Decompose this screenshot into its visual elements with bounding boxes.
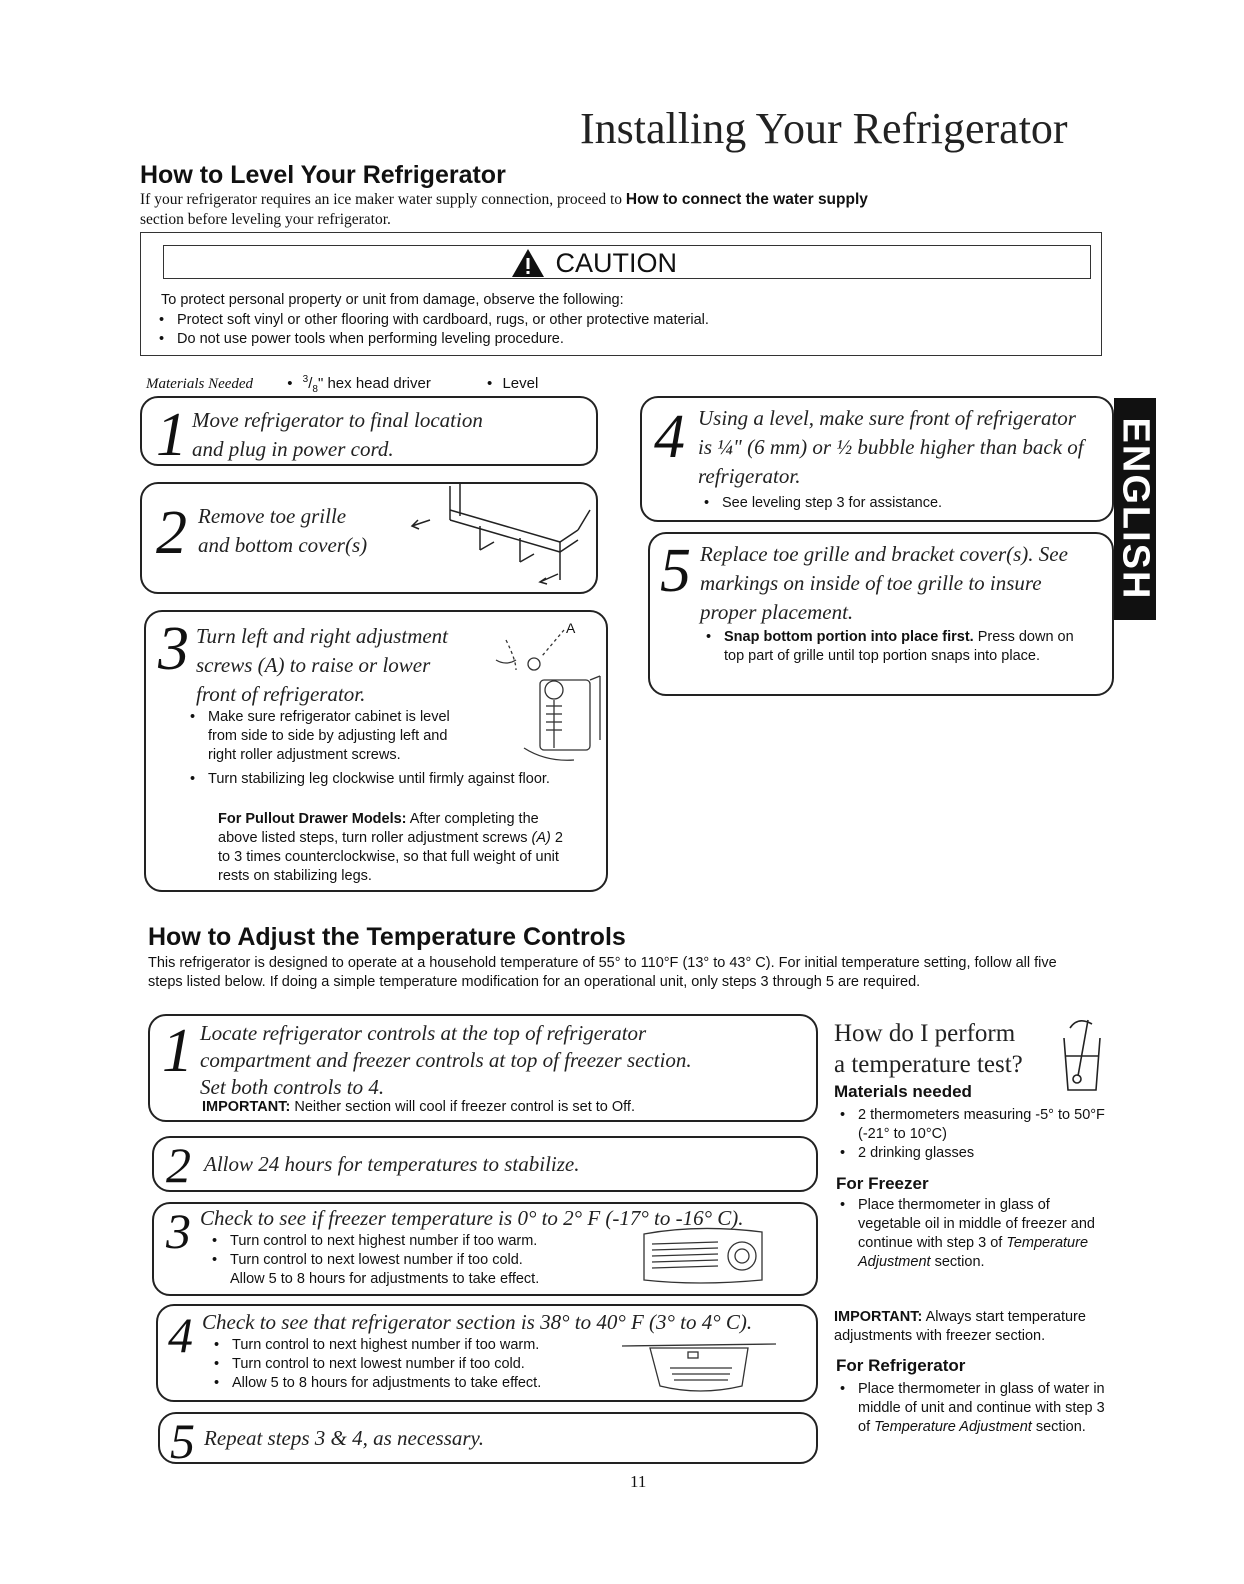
caution-title [511, 247, 677, 279]
step-number: 4 [654, 403, 685, 471]
sidebar-freezer-heading: For Freezer [836, 1174, 929, 1193]
level-step-2 [140, 482, 598, 594]
temp-step-4 [156, 1304, 818, 1402]
language-tab [1114, 398, 1156, 620]
refrigerator-control-illustration [620, 1330, 780, 1396]
step-heading: Remove toe grille and bottom cover(s) [198, 504, 368, 557]
sidebar-title: How do I perform a temperature test? [834, 1020, 1023, 1078]
step-heading: Check to see if freezer temperature is 0° to 2° F (-17° to -16° C). [200, 1206, 744, 1230]
step-number: 1 [156, 401, 187, 469]
step-heading: Turn left and right adjustment screws (A) to raise or lower front of refrigerator. [196, 624, 449, 706]
list-item: • Place thermometer in glass of water in middle of unit and continue with step 3 of Temperature Adjustment section. [836, 1380, 1106, 1437]
caution-label: CAUTION [555, 248, 677, 278]
adjustment-screw-illustration [476, 620, 606, 790]
step-number: 2 [166, 1137, 191, 1193]
step-heading: Move refrigerator to final location and plug in power cord. [192, 408, 483, 461]
temp-step-1 [148, 1014, 818, 1122]
warning-icon [511, 247, 545, 279]
step-3-list [186, 708, 476, 765]
intro-link-water-supply: How to connect the water supply [625, 191, 868, 208]
thermometer-glass-icon [1058, 1016, 1104, 1096]
temp-step-2 [152, 1136, 818, 1192]
level-heading: How to Level Your Refrigerator [140, 161, 506, 189]
step-number: 5 [660, 537, 691, 605]
sidebar-important: IMPORTANT: Always start temperature adjustments with freezer section. [834, 1309, 1086, 1344]
step-number: 2 [156, 499, 187, 567]
step-number: 3 [166, 1203, 191, 1259]
level-intro [140, 190, 1080, 230]
step-heading: Allow 24 hours for temperatures to stabilize. [204, 1152, 580, 1176]
level-step-1 [140, 396, 598, 469]
list-item: • 2 thermometers measuring -5° to 50°F (-21° to 10°C) [836, 1106, 1106, 1144]
step-heading: Locate refrigerator controls at the top of refrigerator compartment and freezer controls at top of freezer section. Set both controls to 4. [200, 1021, 692, 1099]
intro-text-b: section before leveling your refrigerator. [140, 211, 391, 228]
list-item: • 2 drinking glasses [836, 1144, 1106, 1163]
materials-item-level: Level [502, 375, 539, 392]
sidebar-materials-list [836, 1106, 1106, 1163]
label-a: A [566, 620, 576, 636]
level-step-3 [144, 610, 608, 892]
step-bullet: • Turn control to next highest number if too warm. [210, 1336, 610, 1355]
page-title: Installing Your Refrigerator [580, 104, 1068, 153]
step-bullet: • Turn control to next highest number if too warm. [208, 1232, 608, 1251]
sidebar-fridge-list [836, 1380, 1106, 1437]
step-bullet: • Make sure refrigerator cabinet is level from side to side by adjusting left and right roller adjustment screws. [186, 708, 476, 765]
caution-item: • Do not use power tools when performing leveling procedure. [155, 330, 1075, 349]
step-heading: Replace toe grille and bracket cover(s). See markings on inside of toe grille to insure proper placement. [700, 542, 1068, 624]
step-number: 4 [168, 1307, 193, 1363]
step-bullet: • Turn control to next lowest number if too cold. [210, 1355, 610, 1374]
toe-grille-illustration [410, 480, 600, 590]
materials-item-driver: $^3/_8$" hex head driver [302, 374, 431, 395]
step-4-list [700, 494, 1080, 513]
step-bullet: • See leveling step 3 for assistance. [700, 494, 1080, 513]
temperature-heading: How to Adjust the Temperature Controls [148, 923, 626, 951]
step-3-list-2 [186, 770, 596, 789]
level-step-5 [648, 532, 1114, 696]
step-bullet: • Turn stabilizing leg clockwise until firmly against floor. [186, 770, 596, 789]
caution-box [140, 232, 1102, 356]
caution-lead: To protect personal property or unit from damage, observe the following: [161, 292, 624, 308]
level-step-4 [640, 396, 1114, 522]
step-3-temp-list [208, 1232, 608, 1270]
language-tab-label: ENGLISH [1114, 417, 1157, 601]
step-5-list [702, 628, 1094, 666]
temp-step-3 [152, 1202, 818, 1296]
materials-row: Materials Needed • $^3/_8$" hex head driver • Level [146, 374, 539, 395]
step-heading: Check to see that refrigerator section is 38° to 40° F (3° to 4° C). [202, 1310, 753, 1334]
step-number: 3 [158, 615, 189, 683]
step-4-temp-list [210, 1336, 610, 1393]
temperature-intro: This refrigerator is designed to operate at a household temperature of 55° to 110°F (13° to 43° C). For initial temperature setting, follow all five steps listed below. If doing a simple temperature modification for an operational unit, only steps 3 through 5 are required. [148, 955, 1057, 990]
sidebar-materials-heading: Materials needed [834, 1082, 972, 1101]
step-bullet: • Snap bottom portion into place first. Press down on top part of grille until top portion snaps into place. [702, 628, 1094, 666]
materials-label: Materials Needed [146, 376, 254, 392]
caution-item: • Protect soft vinyl or other flooring with cardboard, rugs, or other protective material. [155, 311, 1075, 330]
caution-list [155, 311, 1075, 349]
temp-step-5 [158, 1412, 818, 1469]
freezer-control-illustration [638, 1224, 768, 1288]
step-number: 1 [162, 1017, 193, 1085]
sidebar-freezer-list [836, 1196, 1106, 1272]
list-item: • Place thermometer in glass of vegetable oil in middle of freezer and continue with step 3 of Temperature Adjustment section. [836, 1196, 1106, 1272]
intro-text-a: If your refrigerator requires an ice maker water supply connection, proceed to [140, 191, 623, 208]
page-number: 11 [630, 1472, 647, 1491]
step-note: Allow 5 to 8 hours for adjustments to take effect. [230, 1271, 540, 1287]
pullout-note: For Pullout Drawer Models: After completing the above listed steps, turn roller adjustment screws (A) 2 to 3 times counterclockwise, so that full weight of unit rests on stabilizing legs. [218, 811, 563, 884]
step-bullet: • Allow 5 to 8 hours for adjustments to take effect. [210, 1374, 610, 1393]
step-bullet: • Turn control to next lowest number if too cold. [208, 1251, 608, 1270]
step-heading: Using a level, make sure front of refrigerator is ¼" (6 mm) or ½ bubble higher than back of refrigerator. [698, 406, 1084, 488]
important-note: IMPORTANT: Neither section will cool if freezer control is set to Off. [202, 1099, 635, 1115]
step-heading: Repeat steps 3 & 4, as necessary. [204, 1426, 484, 1450]
step-number: 5 [170, 1413, 195, 1469]
sidebar-fridge-heading: For Refrigerator [836, 1356, 966, 1375]
